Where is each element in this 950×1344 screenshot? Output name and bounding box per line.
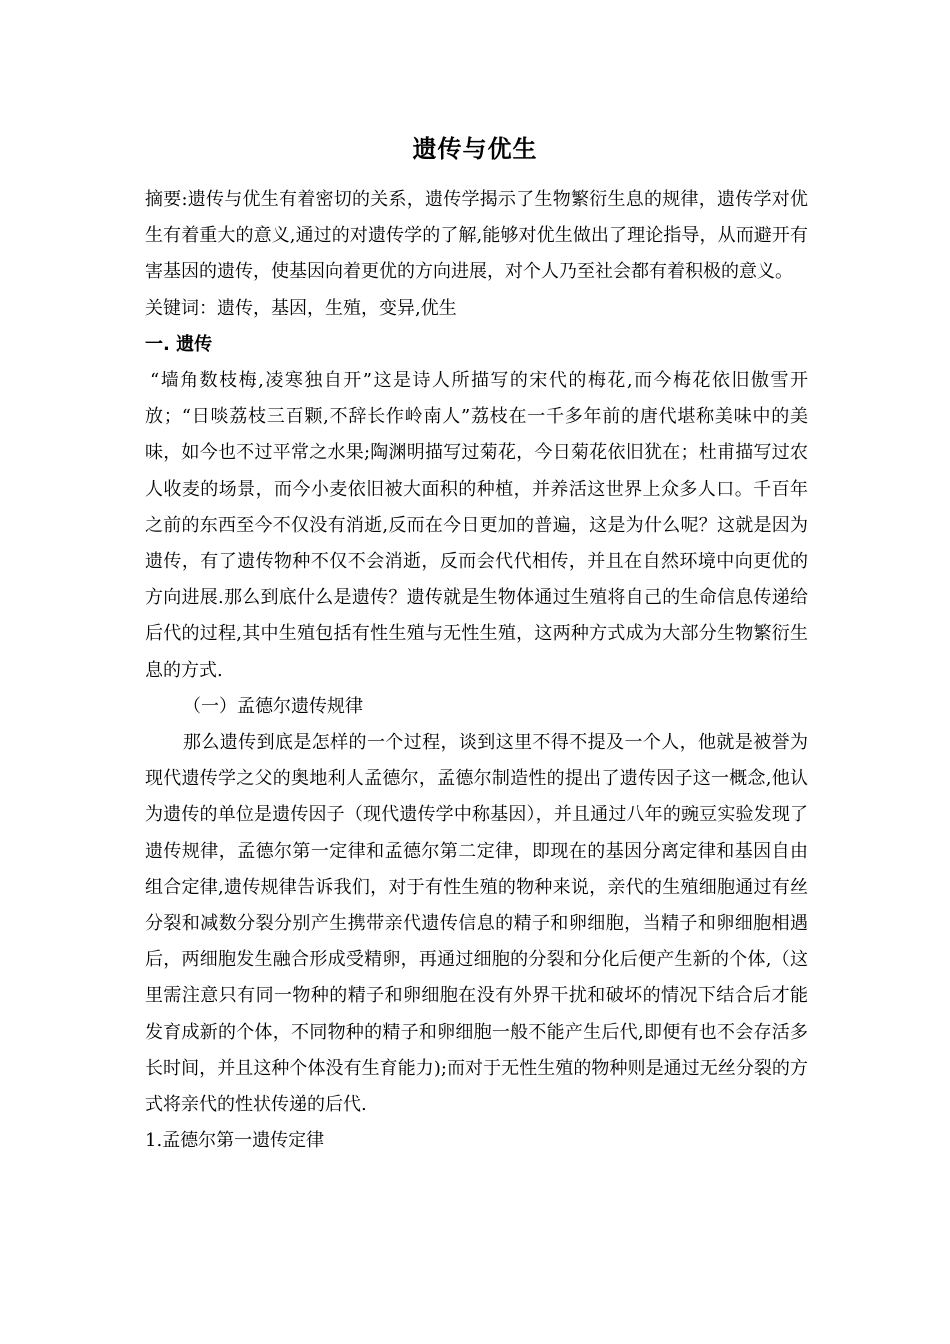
subsection-paragraph-mendel: 那么遗传到底是怎样的一个过程，谈到这里不得不提及一个人，他就是被誉为现代遗传学之父的奥地利人孟德尔，孟德尔制造性的提出了遗传因子这一概念,他认为遗传的单位是遗传因子（现代遗传学中称基因），并且通过八年的豌豆实验发现了遗传规律，孟德尔第一定律和孟德尔第二定律，即现在的基因分离定律和基因自由组合定律,遗传规律告诉我们，对于有性生殖的物种来说，亲代的生殖细胞通过有丝分裂和减数分裂分别产生携带亲代遗传信息的精子和卵细胞，当精子和卵细胞相遇后，两细胞发生融合形成受精卵，再通过细胞的分裂和分化后便产生新的个体,（这里需注意只有同一物种的精子和卵细胞在没有外界干扰和破坏的情况下结合后才能发育成新的个体，不同物种的精子和卵细胞一般不能产生后代,即便有也不会存活多长时间，并且这种个体没有生育能力);而对于无性生殖的物种则是通过无丝分裂的方式将亲代的性状传递的后代. [145,732,808,1116]
section-heading-heredity: 一. 遗传 [145,333,213,355]
item-heading-first-law: 1.孟德尔第一遗传定律 [145,1130,325,1152]
keywords-line: 关键词：遗传，基因，生殖，变异,优生 [145,297,457,319]
section-paragraph-heredity: “墙角数枝梅,凌寒独自开”这是诗人所描写的宋代的梅花,而今梅花依旧傲雪开放；“日啖荔枝三百颗,不辞长作岭南人”荔枝在一千多年前的唐代堪称美味中的美味，如今也不过平常之水果;陶渊明描写过菊花，今日菊花依旧犹在；杜甫描写过农人收麦的场景，而今小麦依旧被大面积的种植，并养活这世界上众多人口。千百年之前的东西至今不仅没有消逝,反而在今日更加的普遍，这是为什么呢？这就是因为遗传，有了遗传物种不仅不会消逝，反而会代代相传，并且在自然环境中向更优的方向进展.那么到底什么是遗传？遗传就是生物体通过生殖将自己的生命信息传递给后代的过程,其中生殖包括有性生殖与无性生殖，这两种方式成为大部分生物繁衍生息的方式. [145,370,808,681]
document-body [145,182,808,1159]
document-title: 遗传与优生 [412,135,538,163]
abstract-paragraph: 摘要:遗传与优生有着密切的关系，遗传学揭示了生物繁衍生息的规律，遗传学对优生有着重大的意义,通过的对遗传学的了解,能够对优生做出了理论指导，从而避开有害基因的遗传，使基因向着更优的方向进展，对个人乃至社会都有着积极的意义。 [145,189,808,283]
subsection-heading-mendel: （一）孟德尔遗传规律 [183,695,363,717]
